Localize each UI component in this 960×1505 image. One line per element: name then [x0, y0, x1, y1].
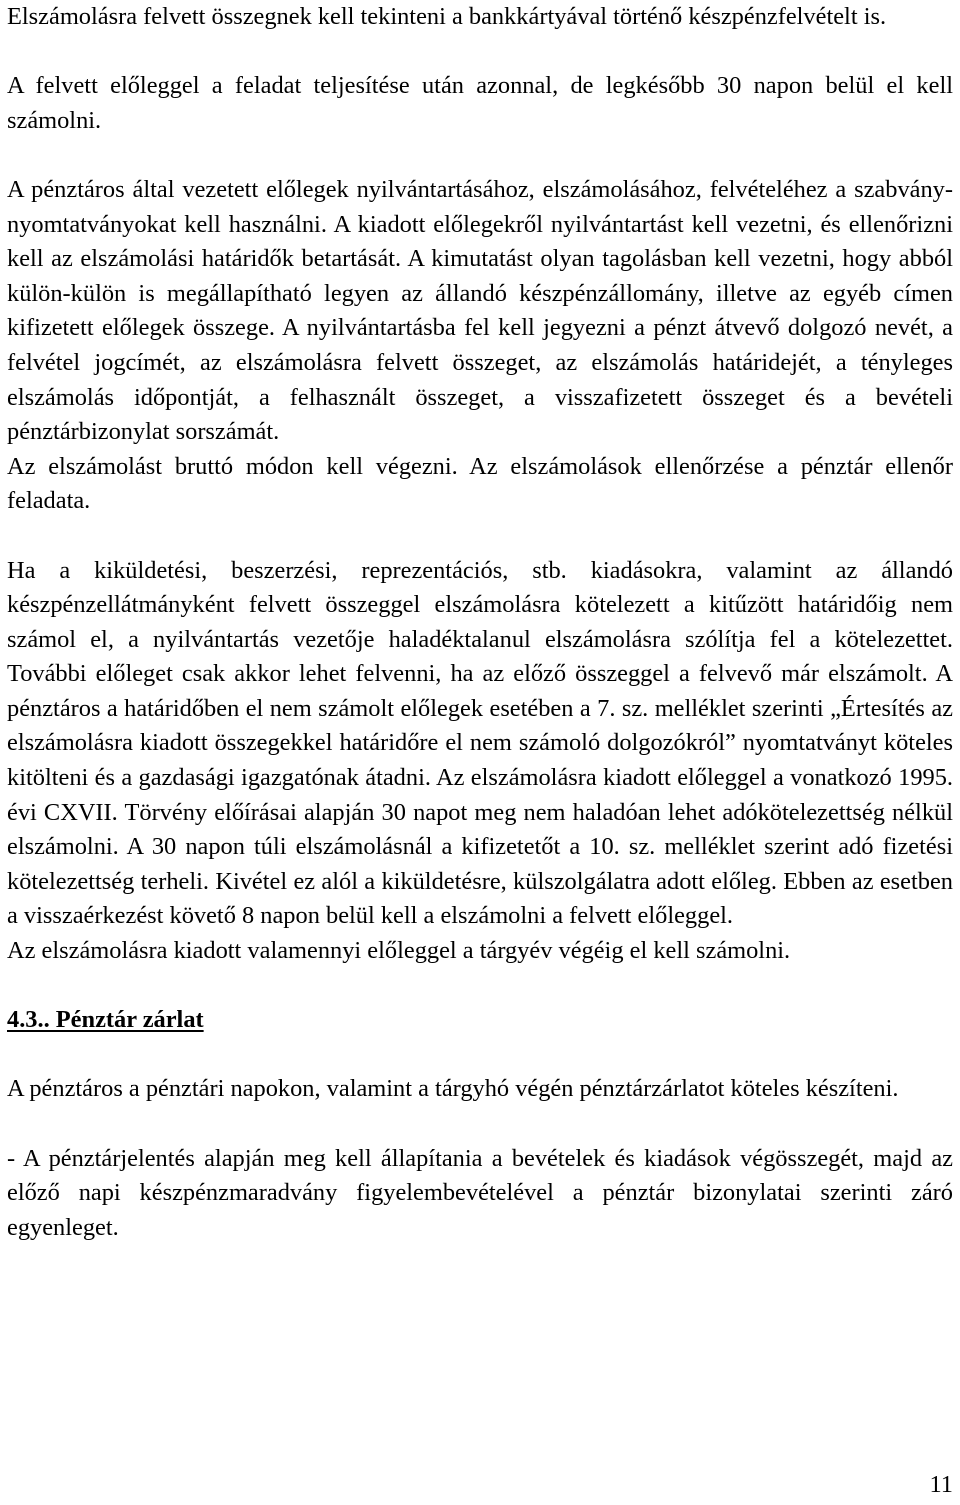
- paragraph-gross-settlement: Az elszámolást bruttó módon kell végezni. Az elszámolások ellenőrzése a pénztár ellenőr feladata.: [7, 452, 953, 515]
- page-number: 11: [929, 1471, 953, 1498]
- paragraph-year-end-settlement: Az elszámolásra kiadott valamennyi előleggel a tárgyév végéig el kell számolni.: [7, 937, 791, 965]
- spacer: [7, 1038, 953, 1073]
- paragraph-advance-records: A pénztáros által vezetett előlegek nyilvántartásához, elszámolásához, felvételéhez a szabvány-nyomtatványokat kell használni. A kiadott előlegekről nyilvántartást kell vezetni, és ellenőrizni kell az elszámolási határidők betartását. A kimutatást olyan tagolásban kell vezetni, hogy abból külön-külön is megállapítható legyen az állandó készpénzállomány, illetve az egyéb címen kifizetett előlegek összege. A nyilvántartásba fel kell jegyezni a pénzt átvevő dolgozó nevét, a felvétel jogcímét, az elszámolásra felvett összeget, az elszámolás határidejét, a tényleges elszámolás időpontját, a felhasznált összeget, a visszafizetett összeget és a bevételi pénztárbizonylat sorszámát.: [7, 175, 953, 446]
- spacer: [7, 1107, 953, 1142]
- spacer: [7, 138, 953, 173]
- paragraph-overdue-advances: Ha a kiküldetési, beszerzési, reprezentációs, stb. kiadásokra, valamint az állandó készpénzellátmányként felvett összeggel elszámolásra kötelezett a kitűzött határidőig nem számol el, a nyilvántartás vezetője haladéktalanul elszámolásra szólítja fel a kötelezettet. További előleget csak akkor lehet felvenni, ha az előző összeggel a felvevő már elszámolt. A pénztáros a határidőben el nem számolt előlegek esetében a 7. sz. melléklet szerinti „Értesítés az elszámolásra kiadott összegekkel határidőre el nem számoló dolgozókról” nyomtatványt köteles kitölteni és a gazdasági igazgatónak átadni. Az elszámolásra kiadott előleggel a vonatkozó 1995. évi CXVII. Törvény előírásai alapján 30 napot meg nem haladóan lehet adókötelezettség nélkül elszámolni. A 30 napon túli elszámolásnál a kifizetetőt a 10. sz. melléklet szerint adó fizetési kötelezettség terheli. Kivétel ez alól a kiküldetésre, külszolgálatra adott előleg. Ebben az esetben a visszaérkezést követő 8 napon belül kell a elszámolni a felvett előleggel.: [7, 556, 953, 930]
- spacer: [7, 969, 953, 1004]
- paragraph-card-withdrawal: Elszámolásra felvett összegnek kell tekinteni a bankkártyával történő készpénzfelvételt is.: [7, 3, 887, 30]
- document-page: [7, 0, 953, 1245]
- list-item-cash-report: - A pénztárjelentés alapján meg kell állapítania a bevételek és kiadások végösszegét, majd az előző napi készpénzmaradvány figyelembevételével a pénztár bizonylatai szerinti záró egyenleget.: [7, 1144, 953, 1241]
- section-heading: 4.3.. Pénztár zárlat: [7, 1006, 204, 1034]
- paragraph-settlement-deadline: A felvett előleggel a feladat teljesítése után azonnal, de legkésőbb 30 napon belül el kell számolni.: [7, 72, 953, 134]
- spacer: [7, 35, 953, 70]
- spacer: [7, 519, 953, 554]
- paragraph-cash-closing: A pénztáros a pénztári napokon, valamint a tárgyhó végén pénztárzárlatot köteles készíteni.: [7, 1075, 899, 1103]
